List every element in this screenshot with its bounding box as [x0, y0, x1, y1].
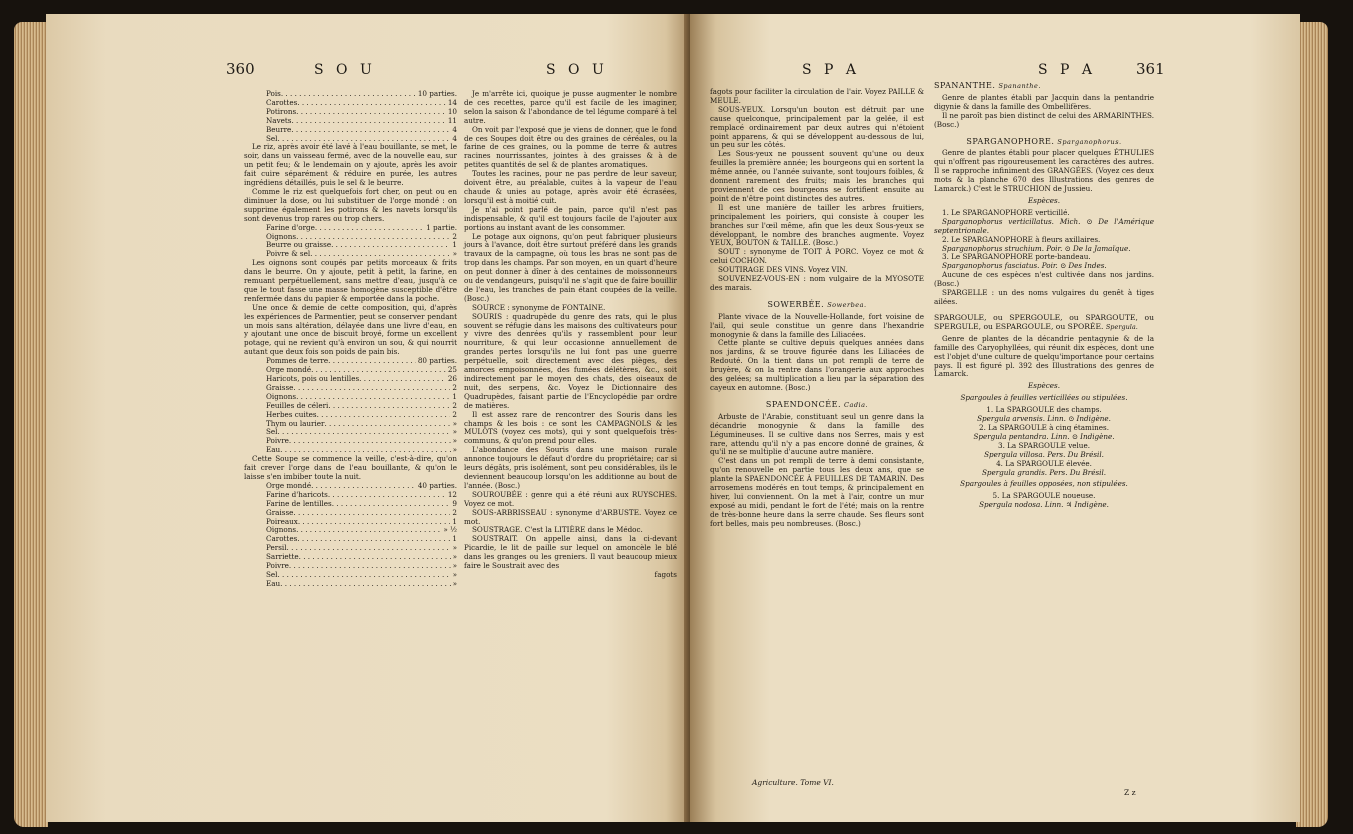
book-page-edges-right — [1296, 22, 1328, 827]
catchword: fagots — [654, 569, 677, 579]
left-column-2 — [464, 90, 677, 580]
book-page-edges-left — [14, 22, 48, 827]
paragraph: Cette Soupe se commence la veille, c'est-à-dire, qu'on fait crever l'orge dans de l'eau bouillante, & qu'on le laisse s'en imbiber toute la nuit. — [244, 454, 457, 481]
list-item: Beurre . . . 4 — [266, 126, 457, 135]
entry-title-spananthe: SPANANTHE. Spananthe. — [934, 81, 1041, 90]
ingredient-list-4 — [244, 482, 457, 589]
entry-souvenez: SOUVENEZ-VOUS-EN : nom vulgaire de la MYOSOTE des marais. — [710, 274, 924, 292]
paragraph: Je m'arrête ici, quoique je pusse augmenter le nombre de ces recettes, parce qu'il est facile de les imaginer, selon la saison & l'abondance de tel légume comparé à tel autre. — [464, 89, 677, 125]
entry-souroubee: SOUROUBÉE : genre qui a été réuni aux RUYSCHES. Voyez ce mot. — [464, 489, 677, 508]
paragraph: Il est une manière de tailler les arbres fruitiers, principalement les poiriers, qui consiste à couper les branches sur l'œil même, afin que les deux Sous-yeux se développant, le nombre des branches augmente. Voyez YEUX, BOUTON & TAILLE. (Bosc.) — [710, 202, 924, 248]
list-item: Navets . . . 11 — [266, 117, 457, 126]
list-item: Sarriette . . . » — [266, 553, 457, 562]
list-item: Farine d'haricots . . . 12 — [266, 491, 457, 500]
entry-title-sparganophore: SPARGANOPHORE. Sparganophorus. — [966, 136, 1122, 146]
species-item: 3. La SPARGOULE velue. — [998, 440, 1090, 450]
entry-title-spargoule: SPARGOULE, ou SPERGOULE, ou SPARGOUTE, ou SPERGULE, ou ESPARGOULE, ou SPORÉE. Spergula. — [934, 312, 1154, 331]
entry-soustrage: SOUSTRAGE. C'est la LITIÈRE dans le Médoc. — [472, 525, 643, 535]
right-column-2 — [934, 82, 1154, 510]
paragraph: Genre de plantes établi pour placer quelques ÉTHULIES qui n'offrent pas rigoureusement les caractères des autres. Il se rapproche infiniment des GRANGÉES. (Voyez ces deux mots & la planche 670 des Illustrations des genres de Lamarck.) C'est le STRUCHION de Jussieu. — [934, 148, 1154, 194]
paragraph: Il est assez rare de rencontrer des Souris dans les champs & les bois : ce sont les CAMPAGNOLS & les MULOTS (voyez ces mots), qui y sont quelquefois très-communs, & qu'on prend pour elles. — [464, 409, 677, 446]
paragraph: Il ne paroît pas bien distinct de celui des ARMARINTHES. (Bosc.) — [934, 110, 1154, 129]
paragraph: C'est dans un pot rempli de terre à demi consistante, qu'on renouvelle en partie tous les deux ans, que se plante la SPAENDONCÉE À FEUILLES DE TAMARIN. Des arrosemens modérés en tout temps, & principalement en hiver, lui conviennent. On la met à l'air, contre un mur exposé au midi, pendant le fort de l'été; mais on la rentre de très-bonne heure dans la serre chaude. Ses fleurs sont fort belles, mais peu nombreuses. (Bosc.) — [710, 456, 924, 528]
list-item: Sel . . . » — [266, 571, 457, 580]
list-item: Carottes . . . 1 — [266, 535, 457, 544]
section-especes-2: Espèces. — [1027, 381, 1061, 391]
entry-source: SOURCE : synonyme de FONTAINE. — [472, 302, 606, 312]
list-item: Poivre . . . » — [266, 437, 457, 446]
list-item: Persil . . . » — [266, 544, 457, 553]
list-item: Feuilles de céleri . . . 2 — [266, 402, 457, 411]
ingredient-list-3 — [244, 357, 457, 455]
left-page — [46, 14, 692, 822]
paragraph: Genre de plantes de la décandrie pentagynie & de la famille des Caryophyllées, qui réunit dix espèces, dont une est l'objet d'une culture de quelqu'importance pour certains pays. Il est figuré pl. 392 des Illustrations des genres de Lamarck. — [934, 333, 1154, 379]
species-latin: Sparganophorus fasciatus. Poir. ⊙ Des Indes. — [942, 261, 1107, 271]
entry-title-sowerbee: SOWERBÉE. Sowerbea. — [767, 299, 867, 309]
list-item: Graisse . . . 2 — [266, 509, 457, 518]
signature-mark: Z z — [1124, 788, 1136, 797]
list-item: Poivre . . . » — [266, 562, 457, 571]
right-column-1 — [710, 88, 924, 529]
paragraph: L'abondance des Souris dans une maison rurale annonce toujours le défaut d'ordre du propriétaire; car si leurs dégâts, pris isolément, sont peu considérables, ils le deviennent beaucoup lorsqu'on les additionne au bout de l'année. (Bosc.) — [464, 445, 677, 490]
paragraph: Une once & demie de cette composition, qui, d'après les expériences de Parmentier, peut se conserver pendant un mois sans altération, délayée dans une livre d'eau, en y ajoutant une once de biscuit broyé, forme un excellent potage, qui ne revient qu'à environ un sou, & qui nourrit autant que deux fois son poids de pain bis. — [244, 302, 457, 357]
paragraph: Arbuste de l'Arabie, constituant seul un genre dans la décandrie monogynie & dans la famille des Légumineuses. Il se cultive dans nos Serres, mais y est rare, attendu qu'il n'y a pas encore donné de graines, & qu'il ne se multiplie d'aucune autre manière. — [710, 411, 924, 457]
running-head-col1: S P A — [802, 62, 861, 78]
list-item: Haricots, pois ou lentilles . . . 26 — [266, 375, 457, 384]
list-item: Eau . . . » — [266, 580, 457, 589]
entry-title-spaendoncee: SPAENDONCÉE. Cadia. — [765, 399, 869, 409]
ingredient-list-2 — [244, 224, 457, 260]
entry-spargelle: SPARGELLE : un des noms vulgaires du genêt à tiges ailées. — [934, 288, 1154, 306]
species-item: 1. Le SPARGANOPHORE verticillé. — [942, 207, 1070, 217]
paragraph: Le riz, après avoir été lavé à l'eau bouillante, se met, le soir, dans un vaisseau fermé, avec de la nouvelle eau, sur un petit feu; & le lendemain on y ajoute, après les avoir fait cuire séparément & réduire en purée, les autres ingrédiens détaillés, puis le sel & le beurre. — [244, 142, 457, 188]
species-latin: Spergula villosa. Pers. Du Brésil. — [984, 449, 1104, 459]
paragraph: Aucune de ces espèces n'est cultivée dans nos jardins. (Bosc.) — [934, 270, 1154, 289]
running-head-col1: S O U — [314, 62, 376, 78]
entry-sous-arbrisseau: SOUS-ARBRISSEAU : synonyme d'ARBUSTE. Voyez ce mot. — [464, 507, 677, 526]
list-item: Pommes de terre . . . 80 parties. — [266, 357, 457, 366]
running-head-col2: S P A — [1038, 62, 1097, 78]
list-item: Eau . . . » — [266, 446, 457, 455]
list-item: Herbes cuites . . . 2 — [266, 411, 457, 420]
ingredient-list-1 — [244, 90, 457, 143]
entry-sous-yeux: SOUS-YEUX. Lorsqu'un bouton est détruit par une cause quelconque, principalement par la gelée, il est remplacé ordinairement par deux autres qui n'étoient point apparens, & qui se développent au-dessous de lui, un peu sur les côtés. — [710, 104, 924, 150]
footer-title: Agriculture. Tome VI. — [752, 778, 834, 787]
list-item: Farine de lentilles . . . 9 — [266, 500, 457, 509]
subsection-1: Spargoules à feuilles verticillées ou stipulées. — [960, 393, 1128, 403]
paragraph: Cette plante se cultive depuis quelques années dans nos jardins, & se trouve figurée dans les Liliacées de Redouté. On la tient dans un pot rempli de terre de bruyère, & on la rentre dans l'orangerie aux approches des gelées; sa multiplication a lieu par la séparation des cayeux en automne. (Bosc.) — [710, 338, 924, 392]
species-item: 5. La SPARGOULE noueuse. — [992, 491, 1096, 501]
list-item: Poivre & sel . . . » — [266, 250, 457, 259]
list-item: Beurre ou graisse . . . 1 — [266, 241, 457, 250]
species-item: 4. La SPARGOULE élevée. — [996, 458, 1092, 468]
subsection-2: Spargoules à feuilles opposées, non stipulées. — [960, 479, 1128, 489]
paragraph: Comme le riz est quelquefois fort cher, on peut ou en diminuer la dose, ou lui substituer de l'orge mondé : on supprime également les potirons & les navets lorsqu'ils sont devenus trop rares ou trop chers. — [244, 186, 457, 223]
list-item: Farine d'orge . . . 1 partie. — [266, 224, 457, 233]
list-item: Poireaux . . . 1 — [266, 518, 457, 527]
entry-souris: SOURIS : quadrupède du genre des rats, qui le plus souvent se réfugie dans les maisons des cultivateurs pour y vivre des denrées qu'ils y rassemblent pour leur nourriture, & qui leur occasionne annuellement de grandes pertes lorsqu'ils ne lui font pas une guerre perpétuelle, soit directement avec des pièges, des amorces empoisonnées, des fumées délétères, &c., soit indirectement par le moyen des chats, des oiseaux de nuit, des serpens, &c. Voyez le Dictionnaire des Quadrupèdes, faisant partie de l'Encyclopédie par ordre de matières. — [464, 311, 677, 410]
entry-soutirage: SOUTIRAGE DES VINS. Voyez VIN. — [718, 265, 848, 275]
paragraph: Plante vivace de la Nouvelle-Hollande, fort voisine de l'ail, qui seule constitue un genre dans l'hexandrie monogynie & dans la famille des Liliacées. — [710, 311, 924, 339]
species-latin: Spergula pentandra. Linn. ⊙ Indigène. — [973, 431, 1115, 441]
paragraph: Les oignons sont coupés par petits morceaux & frits dans le beurre. On y ajoute, petit à petit, la farine, en remuant perpétuellement, sans mettre d'eau, jusqu'à ce que le tout fasse une masse homogène susceptible d'être renfermée dans du papier & emportée dans la poche. — [244, 258, 457, 303]
species-latin: Spergula nodosa. Linn. ♃ Indigène. — [979, 500, 1109, 510]
list-item: Pois . . . 10 parties. — [266, 90, 457, 99]
entry-sout: SOUT : synonyme de TOIT À PORC. Voyez ce mot & celui COCHON. — [710, 247, 924, 266]
right-page — [690, 14, 1300, 822]
list-item: Orge mondé . . . 25 — [266, 366, 457, 375]
list-item: Oignons . . . 2 — [266, 233, 457, 242]
paragraph: On voit par l'exposé que je viens de donner, que le fond de ces Soupes doit être ou des graines de céréales, ou la farine de ces graines, ou la pomme de terre & autres racines nourrissantes, jointes à des graisses & à de petites quantités de sel & de plantes aromatiques. — [464, 124, 677, 170]
paragraph: Genre de plantes établi par Jacquin dans la pentandrie digynie & dans la famille des Ombellifères. — [934, 92, 1154, 111]
left-column-1 — [244, 90, 457, 589]
paragraph: fagots pour faciliter la circulation de l'air. Voyez PAILLE & MEULE. — [710, 87, 924, 105]
paragraph: Toutes les racines, pour ne pas perdre de leur saveur, doivent être, au préalable, cuites à la vapeur de l'eau chaude & unies au potage, après avoir été écrasées, lorsqu'il est à moitié cuit. — [464, 169, 677, 205]
species-latin: Sparganophorus struchium. Poir. ⊙ De la Jamaïque. — [942, 243, 1131, 253]
page-number-left: 360 — [226, 60, 255, 78]
species-item: 2. Le SPARGANOPHORE à fleurs axillaires. — [942, 234, 1101, 244]
list-item: Orge mondé . . . 40 parties. — [266, 482, 457, 491]
paragraph: Je n'ai point parlé de pain, parce qu'il n'est pas indispensable, & qu'il est toujours facile de l'ajouter aux portions au instant avant de les consommer. — [464, 204, 677, 232]
section-especes: Espèces. — [1027, 195, 1061, 205]
running-head-col2: S O U — [546, 62, 608, 78]
paragraph: Le potage aux oignons, qu'on peut fabriquer plusieurs jours à l'avance, doit être surtout préféré dans les grands travaux de la campagne, où tous les bras ne sont pas de trop dans les champs. Par son moyen, en un quart d'heure on peut donner à dîner à des centaines de moissonneurs ou de vendangeurs, puisqu'il ne s'agit que de faire bouillir de l'eau, les tranches de pain étant coupées de la veille. (Bosc.) — [464, 231, 677, 303]
list-item: Oignons . . . » ½ — [266, 526, 457, 535]
list-item: Oignons . . . 1 — [266, 393, 457, 402]
list-item: Thym ou laurier . . . » — [266, 420, 457, 429]
list-item: Graisse . . . 2 — [266, 384, 457, 393]
list-item: Potirons . . . 10 — [266, 108, 457, 117]
list-item: Carottes . . . 14 — [266, 99, 457, 108]
species-item: 2. La SPARGOULE à cinq étamines. — [979, 423, 1109, 432]
species-item: 3. Le SPARGANOPHORE porte-bandeau. — [942, 252, 1091, 262]
list-item: Sel . . . 4 — [266, 135, 457, 144]
list-item: Sel . . . » — [266, 428, 457, 437]
page-number-right: 361 — [1136, 60, 1165, 78]
species-latin: Sparganophorus verticillatus. Mich. ⊙ De l'Amérique septentrionale. — [934, 216, 1154, 235]
species-latin: Spergula grandis. Pers. Du Brésil. — [981, 467, 1107, 477]
paragraph: Les Sous-yeux ne poussent souvent qu'une ou deux feuilles la première année; les bourgeons qui en sortent la même année, ou l'année suivante, sont toujours foibles, & donnent rarement des fruits; mais les branches qui proviennent de ces bourgeons se fortifient ensuite au point de n'être point distinctes des autres. — [710, 149, 924, 203]
entry-soustrait: SOUSTRAIT. On appelle ainsi, dans la ci-devant Picardie, le lit de paille sur lequel on amoncèle le blé dans les granges ou les greniers. Il vaut beaucoup mieux faire le Soustrait avec des — [464, 534, 677, 571]
species-latin: Spergula arvensis. Linn. ⊙ Indigène. — [977, 414, 1111, 424]
species-item: 1. La SPARGOULE des champs. — [986, 405, 1102, 415]
